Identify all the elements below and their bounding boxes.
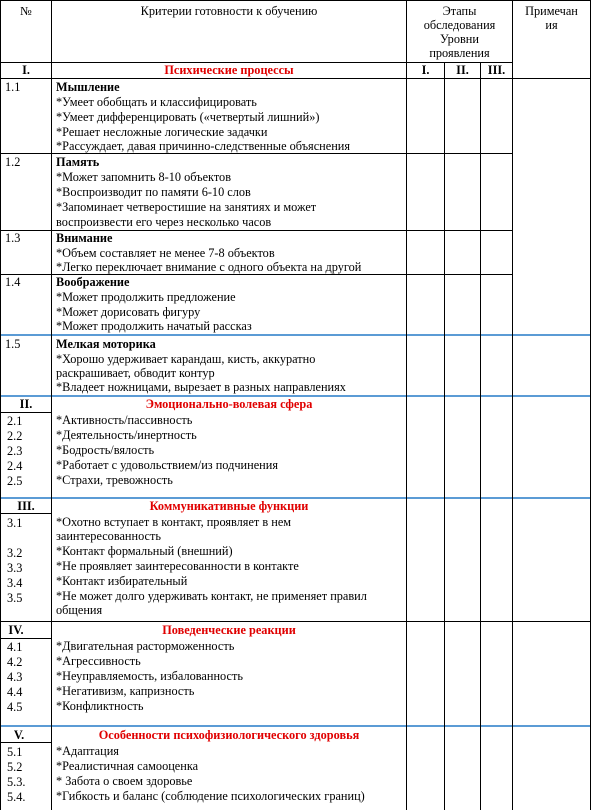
item-line: *Гибкость и баланс (56, 789, 162, 803)
item-num: 1.1 (5, 80, 21, 94)
item-num: 2.1 (7, 414, 23, 428)
section-title: Психические процессы (164, 63, 294, 77)
item-num: 3.1 (7, 516, 23, 530)
line-col-level2 (480, 62, 481, 810)
section-title: Особенности психофизиологического здоровья (98, 728, 360, 742)
item-num: 5.1 (7, 745, 23, 759)
item-line: *Владеет ножницами, вырезает в разных направлениях (56, 380, 346, 394)
item-line: *Контакт формальный (внешний) (56, 544, 233, 558)
item-num: 1.4 (5, 275, 21, 289)
item-num: 5.4. (7, 790, 26, 804)
item-num: 4.1 (7, 640, 23, 654)
line-section4 (0, 621, 591, 622)
item-line: *Не может долго удерживать контакт, не применяет правил (56, 589, 367, 603)
item-line: *Хорошо удерживает карандаш, кисть, аккуратно (56, 352, 316, 366)
item-line: воспроизвести его через несколько часов (56, 215, 272, 229)
line-col-criteria (406, 0, 407, 810)
item-line: *Может запомнить 8-10 объектов (56, 170, 232, 184)
section-title: Коммуникативные функции (149, 499, 309, 513)
item-line: *Рассуждает, давая причинно-следственные объяснения (56, 139, 351, 153)
item-line: *Конфликтность (56, 699, 144, 713)
header-stages: обследования (423, 18, 496, 32)
item-line: *Может продолжить предложение (56, 290, 236, 304)
line-section5 (0, 725, 591, 727)
line-col-level3 (512, 0, 513, 810)
item-num: 3.5 (7, 591, 23, 605)
section-num: III. (17, 499, 35, 513)
item-line: *Умеет обобщать и классифицировать (56, 95, 257, 109)
item-line: *Легко переключает внимание с одного объекта на другой (56, 260, 362, 274)
section-num: I. (22, 63, 30, 77)
level-header: III. (487, 63, 506, 77)
line-section2-label (0, 412, 51, 413)
section-num: II. (19, 397, 33, 411)
header-stages: Уровни (440, 32, 479, 46)
item-line: *Воспроизводит по памяти 6-10 слов (56, 185, 251, 199)
line-section1-header-bottom (0, 78, 591, 79)
item-line: *Запоминает четверостишие на занятиях и может (56, 200, 317, 214)
item-line: *Активность/пассивность (56, 413, 193, 427)
item-line: *Неуправляемость, избалованность (56, 669, 243, 683)
border-top (0, 0, 591, 1)
item-line: *Двигательная расторможенность (56, 639, 235, 653)
item-line: заинтересованность (56, 529, 161, 543)
line-section4-label (0, 638, 51, 639)
item-line: *Работает с удовольствием/из подчинения (56, 458, 278, 472)
item-line-last (56, 789, 365, 804)
line-col-level1 (444, 62, 445, 810)
level-header: I. (421, 63, 430, 77)
item-num: 2.5 (7, 474, 23, 488)
item-line: *Реалистичная самооценка (56, 759, 199, 773)
item-num: 1.5 (5, 337, 21, 351)
item-line: *Деятельность/инертность (56, 428, 197, 442)
item-line: *Умеет дифференцировать («четвертый лишний») (56, 110, 320, 124)
item-num: 3.3 (7, 561, 23, 575)
item-line: *Не проявляет заинтересованности в контакте (56, 559, 299, 573)
item-line: *Может дорисовать фигуру (56, 305, 201, 319)
item-num: 2.3 (7, 444, 23, 458)
item-line: *Объем составляет не менее 7-8 объектов (56, 246, 275, 260)
item-num: 3.2 (7, 546, 23, 560)
item-num: 4.5 (7, 700, 23, 714)
level-header: II. (456, 63, 469, 77)
item-line: общения (56, 603, 103, 617)
item-num: 5.2 (7, 760, 23, 774)
item-line: * Забота о своем здоровье (56, 774, 193, 788)
header-stages: проявления (429, 46, 490, 60)
item-line-italic: (соблюдение психологических границ) (161, 789, 365, 803)
item-line: *Агрессивность (56, 654, 141, 668)
item-num: 4.3 (7, 670, 23, 684)
item-title: Воображение (56, 275, 130, 289)
item-line: *Страхи, тревожность (56, 473, 173, 487)
section-num: IV. (8, 623, 24, 637)
section-title: Эмоционально-волевая сфера (145, 397, 313, 411)
item-num: 4.2 (7, 655, 23, 669)
item-line: *Решает несложные логические задачки (56, 125, 268, 139)
header-num: № (20, 4, 32, 18)
item-line: *Контакт избирательный (56, 574, 188, 588)
item-line: раскрашивает, обводит контур (56, 366, 215, 380)
item-num: 2.2 (7, 429, 23, 443)
item-num: 4.4 (7, 685, 23, 699)
header-notes: Примечан (525, 4, 578, 18)
item-line: *Охотно вступает в контакт, проявляет в нем (56, 515, 292, 529)
header-stages: Этапы (442, 4, 477, 18)
item-line: *Адаптация (56, 744, 119, 758)
item-line: *Бодрость/вялость (56, 443, 155, 457)
line-row-1-5 (0, 334, 591, 336)
header-notes: ия (545, 18, 558, 32)
section-num: V. (13, 728, 25, 742)
item-num: 3.4 (7, 576, 23, 590)
section-title: Поведенческие реакции (162, 623, 296, 637)
item-line: *Негативизм, капризность (56, 684, 195, 698)
item-title: Мышление (56, 80, 120, 94)
item-num: 1.3 (5, 231, 21, 245)
line-notes-header (512, 78, 591, 79)
item-num: 5.3. (7, 775, 26, 789)
item-num: 1.2 (5, 155, 21, 169)
item-num: 2.4 (7, 459, 23, 473)
header-criteria: Критерии готовности к обучению (140, 4, 318, 18)
item-title: Внимание (56, 231, 113, 245)
item-line: *Может продолжить начатый рассказ (56, 319, 252, 333)
item-title: Мелкая моторика (56, 337, 156, 351)
item-title: Память (56, 155, 100, 169)
